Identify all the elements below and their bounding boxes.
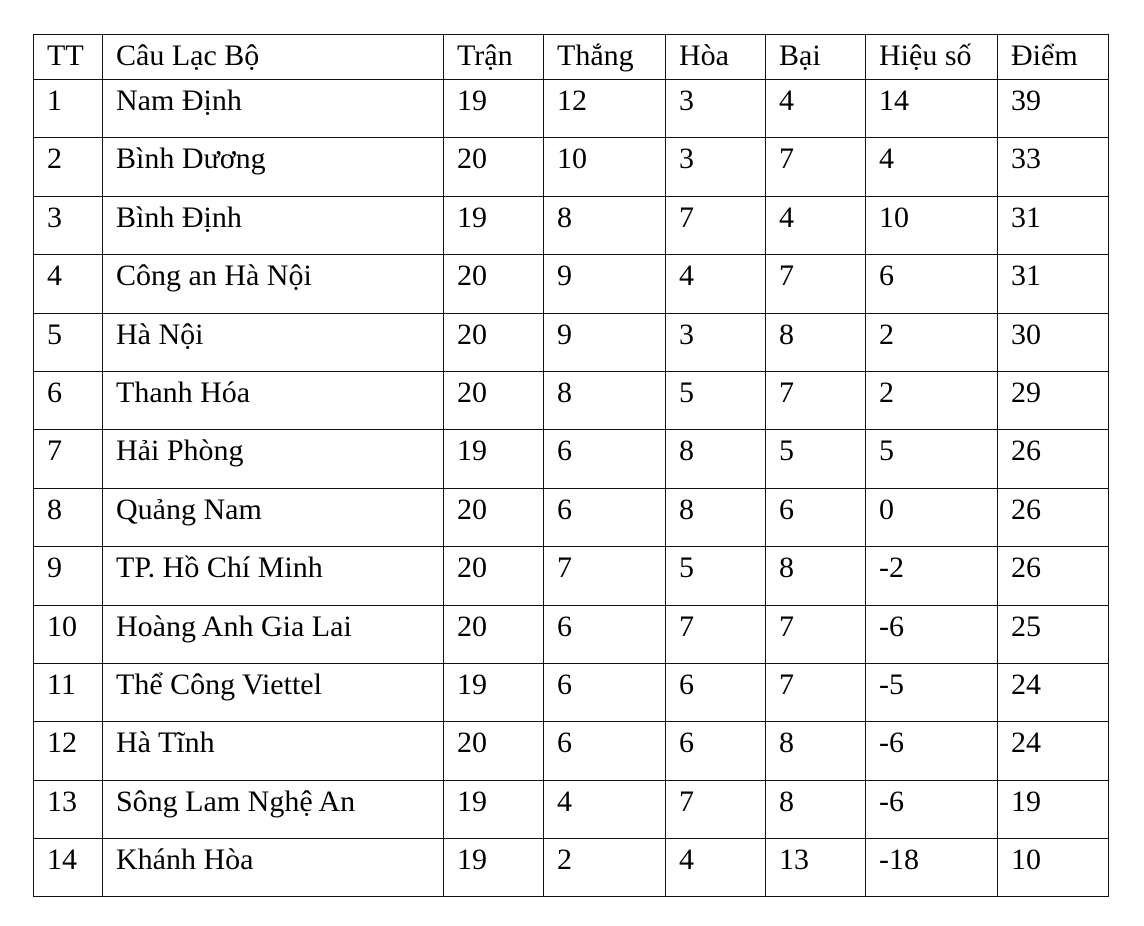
cell-played: 20 bbox=[444, 313, 544, 371]
cell-wins: 6 bbox=[544, 663, 666, 721]
cell-points: 19 bbox=[998, 780, 1109, 838]
table-row bbox=[34, 371, 1109, 429]
cell-played: 19 bbox=[444, 430, 544, 488]
cell-played: 20 bbox=[444, 722, 544, 780]
cell-rank: 4 bbox=[34, 255, 103, 313]
cell-draws: 5 bbox=[666, 547, 766, 605]
table-row bbox=[34, 255, 1109, 313]
cell-draws: 3 bbox=[666, 80, 766, 138]
cell-goal-diff: 5 bbox=[866, 430, 998, 488]
cell-losses: 4 bbox=[766, 80, 866, 138]
standings-table bbox=[33, 34, 1109, 897]
header-goal-diff: Hiệu số bbox=[866, 35, 998, 80]
cell-played: 20 bbox=[444, 488, 544, 546]
cell-played: 19 bbox=[444, 839, 544, 897]
cell-wins: 9 bbox=[544, 313, 666, 371]
cell-draws: 5 bbox=[666, 371, 766, 429]
cell-rank: 9 bbox=[34, 547, 103, 605]
cell-points: 26 bbox=[998, 547, 1109, 605]
cell-played: 20 bbox=[444, 255, 544, 313]
cell-draws: 4 bbox=[666, 255, 766, 313]
cell-club: Khánh Hòa bbox=[103, 839, 444, 897]
cell-goal-diff: -6 bbox=[866, 605, 998, 663]
cell-goal-diff: 2 bbox=[866, 371, 998, 429]
cell-club: Sông Lam Nghệ An bbox=[103, 780, 444, 838]
cell-wins: 4 bbox=[544, 780, 666, 838]
cell-rank: 8 bbox=[34, 488, 103, 546]
cell-wins: 6 bbox=[544, 430, 666, 488]
table-row bbox=[34, 839, 1109, 897]
cell-goal-diff: -2 bbox=[866, 547, 998, 605]
cell-rank: 3 bbox=[34, 196, 103, 254]
cell-points: 24 bbox=[998, 722, 1109, 780]
table-row bbox=[34, 80, 1109, 138]
cell-goal-diff: -18 bbox=[866, 839, 998, 897]
table-row bbox=[34, 138, 1109, 196]
cell-losses: 8 bbox=[766, 547, 866, 605]
cell-points: 31 bbox=[998, 255, 1109, 313]
cell-club: TP. Hồ Chí Minh bbox=[103, 547, 444, 605]
table-row bbox=[34, 722, 1109, 780]
cell-draws: 8 bbox=[666, 488, 766, 546]
table-row bbox=[34, 780, 1109, 838]
cell-points: 30 bbox=[998, 313, 1109, 371]
cell-draws: 7 bbox=[666, 605, 766, 663]
cell-club: Bình Định bbox=[103, 196, 444, 254]
cell-goal-diff: 10 bbox=[866, 196, 998, 254]
cell-points: 31 bbox=[998, 196, 1109, 254]
table-row bbox=[34, 547, 1109, 605]
cell-goal-diff: 0 bbox=[866, 488, 998, 546]
cell-club: Hoàng Anh Gia Lai bbox=[103, 605, 444, 663]
table-row bbox=[34, 488, 1109, 546]
cell-played: 20 bbox=[444, 605, 544, 663]
header-club: Câu Lạc Bộ bbox=[103, 35, 444, 80]
table-row bbox=[34, 663, 1109, 721]
cell-rank: 13 bbox=[34, 780, 103, 838]
cell-club: Hải Phòng bbox=[103, 430, 444, 488]
cell-draws: 4 bbox=[666, 839, 766, 897]
cell-wins: 6 bbox=[544, 488, 666, 546]
cell-played: 19 bbox=[444, 663, 544, 721]
cell-wins: 10 bbox=[544, 138, 666, 196]
cell-club: Bình Dương bbox=[103, 138, 444, 196]
cell-goal-diff: 14 bbox=[866, 80, 998, 138]
cell-draws: 7 bbox=[666, 780, 766, 838]
cell-goal-diff: -6 bbox=[866, 780, 998, 838]
cell-losses: 13 bbox=[766, 839, 866, 897]
table-row bbox=[34, 313, 1109, 371]
cell-rank: 1 bbox=[34, 80, 103, 138]
cell-club: Thanh Hóa bbox=[103, 371, 444, 429]
cell-goal-diff: 4 bbox=[866, 138, 998, 196]
cell-losses: 7 bbox=[766, 371, 866, 429]
cell-played: 20 bbox=[444, 138, 544, 196]
cell-losses: 7 bbox=[766, 138, 866, 196]
cell-rank: 2 bbox=[34, 138, 103, 196]
cell-goal-diff: 2 bbox=[866, 313, 998, 371]
cell-losses: 4 bbox=[766, 196, 866, 254]
cell-played: 20 bbox=[444, 547, 544, 605]
cell-points: 25 bbox=[998, 605, 1109, 663]
header-played: Trận bbox=[444, 35, 544, 80]
table-row bbox=[34, 430, 1109, 488]
cell-wins: 6 bbox=[544, 605, 666, 663]
cell-club: Công an Hà Nội bbox=[103, 255, 444, 313]
cell-goal-diff: 6 bbox=[866, 255, 998, 313]
cell-rank: 7 bbox=[34, 430, 103, 488]
cell-goal-diff: -6 bbox=[866, 722, 998, 780]
cell-losses: 5 bbox=[766, 430, 866, 488]
cell-club: Quảng Nam bbox=[103, 488, 444, 546]
cell-points: 24 bbox=[998, 663, 1109, 721]
cell-club: Hà Nội bbox=[103, 313, 444, 371]
cell-played: 19 bbox=[444, 196, 544, 254]
cell-points: 39 bbox=[998, 80, 1109, 138]
cell-draws: 6 bbox=[666, 663, 766, 721]
cell-rank: 6 bbox=[34, 371, 103, 429]
header-row bbox=[34, 35, 1109, 80]
cell-points: 26 bbox=[998, 488, 1109, 546]
cell-losses: 8 bbox=[766, 722, 866, 780]
cell-draws: 3 bbox=[666, 313, 766, 371]
header-wins: Thắng bbox=[544, 35, 666, 80]
cell-rank: 14 bbox=[34, 839, 103, 897]
header-points: Điểm bbox=[998, 35, 1109, 80]
header-draws: Hòa bbox=[666, 35, 766, 80]
cell-rank: 11 bbox=[34, 663, 103, 721]
cell-goal-diff: -5 bbox=[866, 663, 998, 721]
cell-losses: 7 bbox=[766, 255, 866, 313]
cell-draws: 8 bbox=[666, 430, 766, 488]
cell-rank: 5 bbox=[34, 313, 103, 371]
table-row bbox=[34, 196, 1109, 254]
cell-rank: 10 bbox=[34, 605, 103, 663]
header-losses: Bại bbox=[766, 35, 866, 80]
cell-draws: 6 bbox=[666, 722, 766, 780]
cell-wins: 6 bbox=[544, 722, 666, 780]
cell-club: Hà Tĩnh bbox=[103, 722, 444, 780]
cell-wins: 7 bbox=[544, 547, 666, 605]
cell-losses: 8 bbox=[766, 780, 866, 838]
cell-club: Nam Định bbox=[103, 80, 444, 138]
cell-losses: 8 bbox=[766, 313, 866, 371]
cell-losses: 7 bbox=[766, 605, 866, 663]
cell-wins: 8 bbox=[544, 371, 666, 429]
cell-points: 10 bbox=[998, 839, 1109, 897]
cell-draws: 7 bbox=[666, 196, 766, 254]
header-rank: TT bbox=[34, 35, 103, 80]
cell-played: 19 bbox=[444, 80, 544, 138]
cell-played: 19 bbox=[444, 780, 544, 838]
cell-draws: 3 bbox=[666, 138, 766, 196]
cell-wins: 2 bbox=[544, 839, 666, 897]
cell-losses: 6 bbox=[766, 488, 866, 546]
cell-points: 33 bbox=[998, 138, 1109, 196]
cell-points: 29 bbox=[998, 371, 1109, 429]
cell-played: 20 bbox=[444, 371, 544, 429]
cell-wins: 8 bbox=[544, 196, 666, 254]
table-row bbox=[34, 605, 1109, 663]
cell-wins: 9 bbox=[544, 255, 666, 313]
cell-losses: 7 bbox=[766, 663, 866, 721]
cell-points: 26 bbox=[998, 430, 1109, 488]
cell-club: Thể Công Viettel bbox=[103, 663, 444, 721]
cell-wins: 12 bbox=[544, 80, 666, 138]
cell-rank: 12 bbox=[34, 722, 103, 780]
